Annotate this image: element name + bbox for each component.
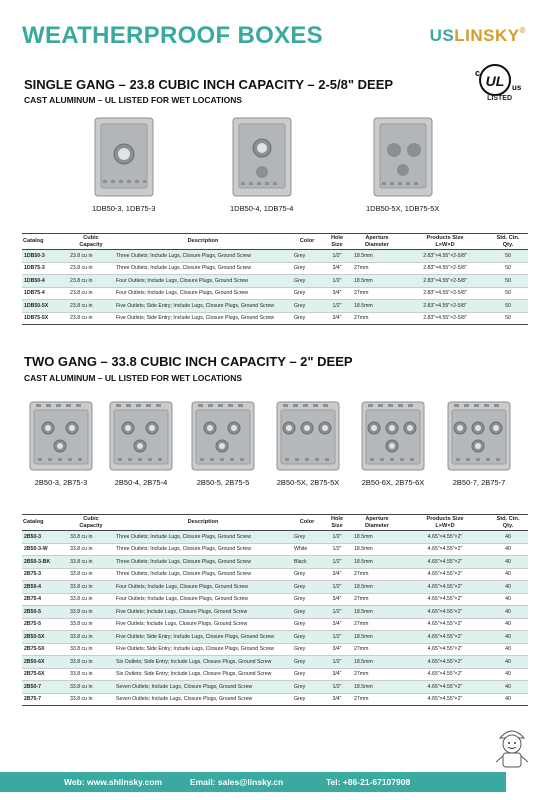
cell-color: Grey [292, 581, 322, 594]
table-row [22, 581, 528, 594]
cell-product-size: 4.65"×4.55"×2" [402, 693, 488, 706]
product-two-gang [275, 398, 341, 487]
cell-aperture: 18.5mm [352, 681, 402, 694]
footer-tel: Tel: +86-21-67107908 [326, 777, 411, 787]
cell-capacity: 23.8 cu in [68, 250, 114, 263]
product-single-gang-5x [366, 114, 439, 213]
cell-capacity: 23.8 cu in [68, 262, 114, 275]
col-color: Color [292, 234, 322, 250]
cell-product-size: 4.65"×4.55"×2" [402, 531, 488, 544]
cell-color: Grey [292, 631, 322, 644]
table-row [22, 631, 528, 644]
cell-product-size: 2.83"×4.55"×2-5/8" [402, 275, 488, 288]
cell-capacity: 33.8 cu in [68, 643, 114, 656]
cell-catalog: 2B50-3 [22, 531, 68, 544]
cell-hole-size: 3/4" [322, 312, 352, 325]
cell-capacity: 33.8 cu in [68, 656, 114, 669]
col-aperture: Aperture Diameter [352, 234, 402, 250]
cell-product-size: 2.83"×4.55"×2-5/8" [402, 312, 488, 325]
cell-aperture: 18.5mm [352, 250, 402, 263]
spec-table-two-gang [22, 514, 528, 706]
cell-description: Six Outlets; Side Entry; Include Lugs, Closure Plugs, Ground Screw [114, 656, 292, 669]
cell-aperture: 18.5mm [352, 581, 402, 594]
footer-web-link[interactable]: Web: www.shlinsky.com [64, 777, 163, 787]
product-label: 2B50-6X, 2B75-6X [361, 478, 425, 487]
table-row [22, 656, 528, 669]
col-description: Description [114, 515, 292, 531]
cell-color: Grey [292, 693, 322, 706]
cell-std-qty: 50 [488, 312, 528, 325]
cell-capacity: 33.8 cu in [68, 693, 114, 706]
col-color: Color [292, 515, 322, 531]
spec-table-single-gang [22, 233, 528, 325]
cell-description: Three Outlets; Include Lugs, Closure Plugs, Ground Screw [114, 262, 292, 275]
cell-description: Five Outlets; Side Entry; Include Lugs, Closure Plugs, Ground Screw [114, 631, 292, 644]
cell-aperture: 27mm [352, 287, 402, 300]
cell-hole-size: 1/2" [322, 275, 352, 288]
page-title: WEATHERPROOF BOXES [22, 22, 323, 49]
product-single-gang-3 [92, 114, 155, 213]
cell-hole-size: 3/4" [322, 643, 352, 656]
table-row [22, 568, 528, 581]
cell-std-qty: 40 [488, 531, 528, 544]
cell-product-size: 2.83"×4.55"×2-5/8" [402, 300, 488, 313]
cell-product-size: 4.65"×4.55"×2" [402, 668, 488, 681]
cell-aperture: 18.5mm [352, 543, 402, 556]
cell-hole-size: 3/4" [322, 593, 352, 606]
mascot-icon [490, 722, 534, 772]
cell-hole-size: 1/2" [322, 631, 352, 644]
cell-product-size: 4.65"×4.55"×2" [402, 618, 488, 631]
cell-hole-size: 1/2" [322, 556, 352, 569]
cell-catalog: 2B50-3-W [22, 543, 68, 556]
cell-std-qty: 40 [488, 681, 528, 694]
cell-std-qty: 50 [488, 275, 528, 288]
cell-product-size: 4.65"×4.55"×2" [402, 606, 488, 619]
cell-std-qty: 40 [488, 556, 528, 569]
table-row [22, 300, 528, 313]
cell-color: Grey [292, 250, 322, 263]
cell-product-size: 2.83"×4.55"×2-5/8" [402, 287, 488, 300]
table-row [22, 556, 528, 569]
cell-aperture: 27mm [352, 568, 402, 581]
cell-hole-size: 3/4" [322, 262, 352, 275]
col-catalog: Catalog [22, 515, 68, 531]
cell-catalog: 1DB50-3 [22, 250, 68, 263]
section2-title: TWO GANG – 33.8 CUBIC INCH CAPACITY – 2" DEEP [24, 354, 353, 369]
col-std-qty: Std. Ctn. Qty. [488, 234, 528, 250]
cell-color: Grey [292, 531, 322, 544]
cell-aperture: 27mm [352, 668, 402, 681]
cell-aperture: 27mm [352, 693, 402, 706]
cell-color: Grey [292, 300, 322, 313]
cell-color: Grey [292, 681, 322, 694]
cell-capacity: 33.8 cu in [68, 543, 114, 556]
cell-description: Four Outlets; Include Lugs, Closure Plugs, Ground Screw [114, 287, 292, 300]
cell-product-size: 4.65"×4.55"×2" [402, 681, 488, 694]
cell-description: Three Outlets; Include Lugs, Closure Plugs, Ground Screw [114, 556, 292, 569]
cell-capacity: 33.8 cu in [68, 581, 114, 594]
col-std-qty: Std. Ctn. Qty. [488, 515, 528, 531]
cell-hole-size: 3/4" [322, 568, 352, 581]
cell-description: Three Outlets; Include Lugs, Closure Plugs, Ground Screw [114, 568, 292, 581]
cell-std-qty: 50 [488, 250, 528, 263]
cell-catalog: 2B50-5X [22, 631, 68, 644]
cell-catalog: 2B50-4 [22, 581, 68, 594]
cell-catalog: 1DB75-5X [22, 312, 68, 325]
footer-email-link[interactable]: Email: sales@linsky.cn [190, 777, 284, 787]
cell-product-size: 4.65"×4.55"×2" [402, 631, 488, 644]
svg-text:UL: UL [485, 73, 505, 89]
cell-product-size: 2.83"×4.55"×2-5/8" [402, 250, 488, 263]
cell-color: White [292, 543, 322, 556]
two-gang-box-icon [28, 398, 94, 474]
col-catalog: Catalog [22, 234, 68, 250]
cell-std-qty: 40 [488, 693, 528, 706]
col-cubic: Cubic Capacity [68, 234, 114, 250]
cell-description: Six Outlets; Side Entry; Include Lugs, Closure Plugs, Ground Screw [114, 668, 292, 681]
section1-subtitle: CAST ALUMINUM – UL LISTED FOR WET LOCATIONS [24, 95, 242, 105]
cell-std-qty: 40 [488, 606, 528, 619]
section1-title: SINGLE GANG – 23.8 CUBIC INCH CAPACITY – 2-5/8" DEEP [24, 77, 394, 92]
cell-aperture: 18.5mm [352, 531, 402, 544]
cell-hole-size: 1/2" [322, 300, 352, 313]
cell-catalog: 2B50-6X [22, 656, 68, 669]
cell-description: Five Outlets; Side Entry; Include Lugs, Closure Plugs, Ground Screw [114, 300, 292, 313]
single-gang-box-icon [231, 114, 293, 200]
cell-aperture: 18.5mm [352, 300, 402, 313]
footer-bar [0, 772, 506, 792]
cell-std-qty: 50 [488, 300, 528, 313]
cell-aperture: 27mm [352, 618, 402, 631]
col-hole: Hole Size [322, 234, 352, 250]
cell-hole-size: 1/2" [322, 543, 352, 556]
cell-hole-size: 3/4" [322, 693, 352, 706]
cell-aperture: 18.5mm [352, 656, 402, 669]
cell-std-qty: 40 [488, 581, 528, 594]
product-label: 2B50-4, 2B75-4 [114, 478, 168, 487]
product-label: 1DB50-3, 1DB75-3 [92, 204, 156, 213]
cell-hole-size: 3/4" [322, 618, 352, 631]
cell-hole-size: 1/2" [322, 581, 352, 594]
cell-capacity: 23.8 cu in [68, 300, 114, 313]
col-description: Description [114, 234, 292, 250]
cell-catalog: 1DB75-4 [22, 287, 68, 300]
two-gang-box-icon [446, 398, 512, 474]
cell-color: Grey [292, 287, 322, 300]
cell-hole-size: 1/2" [322, 531, 352, 544]
cell-capacity: 23.8 cu in [68, 275, 114, 288]
cell-color: Black [292, 556, 322, 569]
cell-catalog: 2B75-5X [22, 643, 68, 656]
table-row [22, 531, 528, 544]
cell-product-size: 4.65"×4.55"×2" [402, 643, 488, 656]
section2-subtitle: CAST ALUMINUM – UL LISTED FOR WET LOCATIONS [24, 373, 242, 383]
cell-description: Five Outlets; Side Entry; Include Lugs, Closure Plugs, Ground Screw [114, 312, 292, 325]
cell-capacity: 33.8 cu in [68, 593, 114, 606]
cell-product-size: 4.65"×4.55"×2" [402, 656, 488, 669]
table-row [22, 287, 528, 300]
cell-capacity: 33.8 cu in [68, 531, 114, 544]
cell-color: Grey [292, 606, 322, 619]
cell-description: Seven Outlets; Include Lugs, Closure Plugs, Ground Screw [114, 681, 292, 694]
cell-capacity: 33.8 cu in [68, 681, 114, 694]
cell-color: Grey [292, 568, 322, 581]
cell-std-qty: 40 [488, 543, 528, 556]
cell-capacity: 33.8 cu in [68, 556, 114, 569]
cell-color: Grey [292, 312, 322, 325]
cell-hole-size: 1/2" [322, 681, 352, 694]
cell-product-size: 2.83"×4.55"×2-5/8" [402, 262, 488, 275]
cell-aperture: 27mm [352, 312, 402, 325]
two-gang-box-icon [108, 398, 174, 474]
cell-catalog: 2B50-5 [22, 606, 68, 619]
cell-catalog: 2B75-3 [22, 568, 68, 581]
cell-description: Four Outlets; Include Lugs, Closure Plugs, Ground Screw [114, 581, 292, 594]
table-row [22, 668, 528, 681]
cell-color: Grey [292, 643, 322, 656]
cell-std-qty: 40 [488, 631, 528, 644]
product-two-gang [190, 398, 256, 487]
two-gang-box-icon [190, 398, 256, 474]
cell-catalog: 2B50-3-BK [22, 556, 68, 569]
col-size: Products Size L×W×D [402, 515, 488, 531]
cell-aperture: 27mm [352, 593, 402, 606]
cell-capacity: 33.8 cu in [68, 631, 114, 644]
cell-hole-size: 3/4" [322, 287, 352, 300]
table-row [22, 593, 528, 606]
product-label: 1DB50-5X, 1DB75-5X [366, 204, 440, 213]
cell-std-qty: 50 [488, 287, 528, 300]
cell-description: Three Outlets; Include Lugs, Closure Plugs, Ground Screw [114, 543, 292, 556]
table-header-row [22, 234, 528, 250]
cell-product-size: 4.65"×4.55"×2" [402, 593, 488, 606]
cell-hole-size: 1/2" [322, 250, 352, 263]
product-two-gang [28, 398, 94, 487]
cell-description: Five Outlets; Include Lugs, Closure Plugs, Ground Screw [114, 606, 292, 619]
cell-capacity: 23.8 cu in [68, 312, 114, 325]
single-gang-box-icon [372, 114, 434, 200]
cell-color: Grey [292, 618, 322, 631]
product-two-gang [446, 398, 512, 487]
cell-aperture: 18.5mm [352, 606, 402, 619]
table-row [22, 681, 528, 694]
table-row [22, 643, 528, 656]
cell-color: Grey [292, 593, 322, 606]
ul-us-text: us [512, 83, 522, 92]
cell-hole-size: 1/2" [322, 656, 352, 669]
cell-hole-size: 1/2" [322, 606, 352, 619]
brand-logo: USLINSKY® [429, 26, 526, 45]
product-single-gang-4 [230, 114, 293, 213]
product-label: 2B50-5X, 2B75-5X [276, 478, 340, 487]
cell-capacity: 33.8 cu in [68, 618, 114, 631]
cell-std-qty: 40 [488, 568, 528, 581]
cell-color: Grey [292, 262, 322, 275]
cell-catalog: 2B50-7 [22, 681, 68, 694]
cell-aperture: 18.5mm [352, 631, 402, 644]
product-label: 1DB50-4, 1DB75-4 [230, 204, 294, 213]
cell-capacity: 33.8 cu in [68, 668, 114, 681]
cell-catalog: 1DB75-3 [22, 262, 68, 275]
cell-capacity: 33.8 cu in [68, 606, 114, 619]
col-hole: Hole Size [322, 515, 352, 531]
cell-capacity: 23.8 cu in [68, 287, 114, 300]
cell-catalog: 2B75-7 [22, 693, 68, 706]
cell-description: Four Outlets; Include Lugs, Closure Plugs, Ground Screw [114, 275, 292, 288]
two-gang-box-icon [360, 398, 426, 474]
single-gang-box-icon [93, 114, 155, 200]
cell-description: Five Outlets; Include Lugs, Closure Plugs, Ground Screw [114, 618, 292, 631]
table-row [22, 250, 528, 263]
cell-product-size: 4.65"×4.55"×2" [402, 556, 488, 569]
cell-capacity: 33.8 cu in [68, 568, 114, 581]
cell-color: Grey [292, 275, 322, 288]
cell-aperture: 18.5mm [352, 275, 402, 288]
cell-std-qty: 40 [488, 668, 528, 681]
cell-description: Four Outlets; Include Lugs, Closure Plugs, Ground Screw [114, 593, 292, 606]
cell-aperture: 27mm [352, 262, 402, 275]
two-gang-box-icon [275, 398, 341, 474]
ul-listed-label: LISTED [487, 95, 512, 102]
cell-product-size: 4.65"×4.55"×2" [402, 581, 488, 594]
cell-hole-size: 3/4" [322, 668, 352, 681]
cell-aperture: 27mm [352, 643, 402, 656]
cell-std-qty: 40 [488, 643, 528, 656]
table-row [22, 606, 528, 619]
product-label: 2B50-7, 2B75-7 [452, 478, 506, 487]
product-label: 2B50-3, 2B75-3 [34, 478, 88, 487]
cell-description: Three Outlets; Include Lugs, Closure Plugs, Ground Screw [114, 250, 292, 263]
cell-catalog: 2B75-6X [22, 668, 68, 681]
table-row [22, 618, 528, 631]
ul-c-text: c [475, 68, 481, 78]
cell-color: Grey [292, 668, 322, 681]
product-two-gang [108, 398, 174, 487]
cell-std-qty: 40 [488, 593, 528, 606]
cell-product-size: 4.65"×4.55"×2" [402, 543, 488, 556]
cell-catalog: 1DB50-4 [22, 275, 68, 288]
table-row [22, 312, 528, 325]
cell-description: Five Outlets; Side Entry; Include Lugs, Closure Plugs, Ground Screw [114, 643, 292, 656]
col-size: Products Size L×W×D [402, 234, 488, 250]
cell-std-qty: 40 [488, 656, 528, 669]
table-row [22, 275, 528, 288]
cell-catalog: 1DB50-5X [22, 300, 68, 313]
cell-product-size: 4.65"×4.55"×2" [402, 568, 488, 581]
cell-catalog: 2B75-4 [22, 593, 68, 606]
cell-description: Seven Outlets; Include Lugs, Closure Plugs, Ground Screw [114, 693, 292, 706]
cell-std-qty: 50 [488, 262, 528, 275]
col-aperture: Aperture Diameter [352, 515, 402, 531]
product-label: 2B50-5, 2B75-5 [196, 478, 250, 487]
cell-catalog: 2B75-5 [22, 618, 68, 631]
col-cubic: Cubic Capacity [68, 515, 114, 531]
table-header-row [22, 515, 528, 531]
table-row [22, 693, 528, 706]
table-row [22, 543, 528, 556]
cell-color: Grey [292, 656, 322, 669]
table-row [22, 262, 528, 275]
cell-std-qty: 40 [488, 618, 528, 631]
product-two-gang [360, 398, 426, 487]
cell-description: Three Outlets; Include Lugs, Closure Plugs, Ground Screw [114, 531, 292, 544]
cell-aperture: 18.5mm [352, 556, 402, 569]
